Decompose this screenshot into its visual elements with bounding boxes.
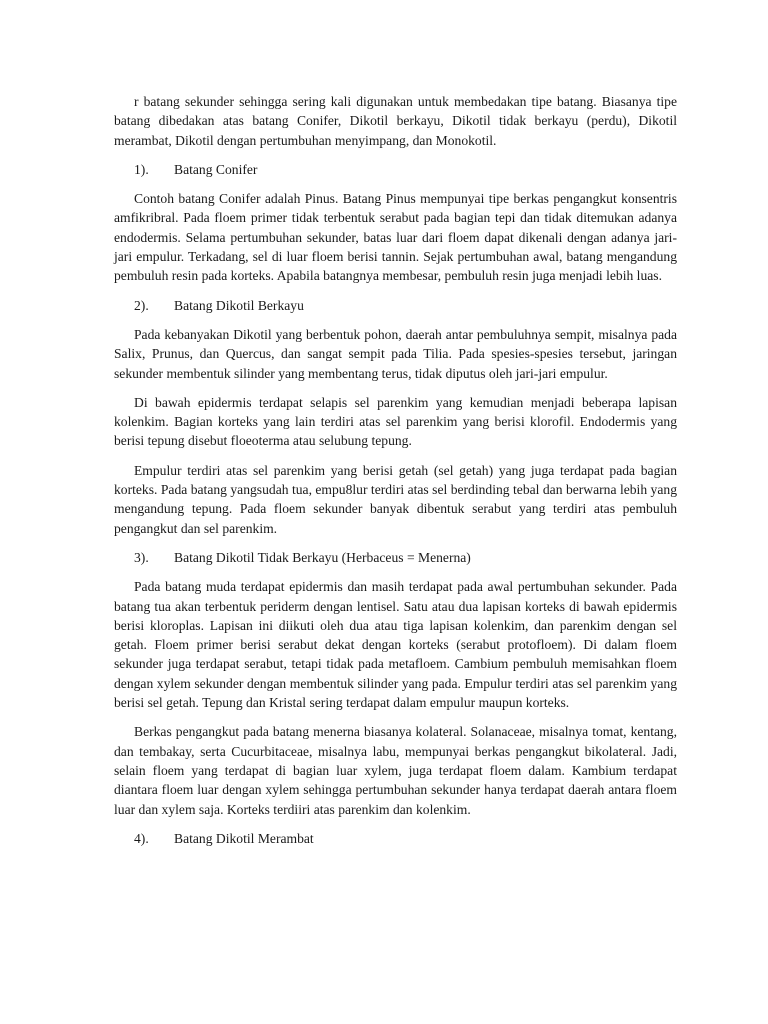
section-title: Batang Dikotil Berkayu [174, 297, 304, 313]
paragraph-dikotil-berkayu-1: Pada kebanyakan Dikotil yang berbentuk pohon, daerah antar pembuluhnya sempit, misalnya pada Salix, Prunus, dan Quercus, dan sangat sempit pada Tilia. Pada spesies-spesies tersebut, jaringan sekunder membentuk silinder yang membentang terus, tidak diputus oleh jari-jari empulur. [114, 326, 677, 381]
section-title: Batang Conifer [174, 161, 258, 177]
section-heading-dikotil-berkayu [114, 296, 677, 315]
section-heading-conifer [114, 160, 677, 179]
section-number: 2). [134, 297, 149, 313]
paragraph-dikotil-tidak-berkayu-2: Berkas pengangkut pada batang menerna biasanya kolateral. Solanaceae, misalnya tomat, kentang, dan tembakay, serta Cucurbitaceae, misalnya labu, mempunyai berkas pengangkut bikolateral. Jadi, selain floem yang terdapat di bagian luar xylem, juga terdapat floem dalam. Kambium terdapat diantara floem luar dengan xylem sehingga pertumbuhan sekunder hanya terdapat daerah antara floem luar dan xylem saja. Korteks terdiiri atas parenkim dan kolenkim. [114, 724, 677, 817]
section-number: 3). [134, 549, 149, 565]
section-heading-dikotil-merambat [114, 829, 677, 848]
paragraph-dikotil-tidak-berkayu-1: Pada batang muda terdapat epidermis dan masih terdapat pada awal pertumbuhan sekunder. Pada batang tua akan terbentuk periderm dengan lentisel. Satu atau dua lapisan korteks di bawah epidermis berisi kloroplas. Lapisan ini diikuti oleh dua atau tiga lapisan kolenkim, dan parenkim dengan sel getah. Floem primer berisi serabut dekat dengan korteks (serabut protofloem). Di dalam floem sekunder juga terdapat serabut, tetapi tidak pada metafloem. Cambium pembuluh memisahkan floem dengan xylem sekunder dengan membentuk silinder yang pada. Empulur terdiri atas sel parenkim yang berisi sel getah. Tepung dan Kristal sering terdapat dalam empulur maupun korteks. [114, 579, 677, 711]
paragraph-dikotil-berkayu-2: Di bawah epidermis terdapat selapis sel parenkim yang kemudian menjadi beberapa lapisan kolenkim. Bagian korteks yang lain terdiri atas sel parenkim yang berisi klorofil. Endodermis yang berisi tepung disebut floeoterma atau selubung tepung. [114, 394, 677, 449]
section-heading-dikotil-tidak-berkayu [114, 548, 677, 567]
paragraph-dikotil-berkayu-3: Empulur terdiri atas sel parenkim yang berisi getah (sel getah) yang juga terdapat pada bagian korteks. Pada batang yangsudah tua, empu8lur terdiri atas sel berdinding tebal dan berwarna lebih yang mengandung tepung. Pada floem sekunder banyak dibentuk serabut yang terdiri atas pembuluh pengangkut dan sel parenkim. [114, 462, 677, 536]
paragraph-conifer: Contoh batang Conifer adalah Pinus. Batang Pinus mempunyai tipe berkas pengangkut konsentris amfikribral. Pada floem primer tidak terbentuk serabut pada bagian tepi dan tidak ditemukan adanya endodermis. Selama pertumbuhan sekunder, batas luar dari floem dapat dikenali dengan adanya jari-jari empulur. Terkadang, sel di luar floem berisi tannin. Sejak pertumbuhan awal, batang mengandung pembuluh resin pada korteks. Apabila batangnya membesar, pembuluh resin juga menjadi lebih luas. [114, 191, 677, 284]
section-title: Batang Dikotil Tidak Berkayu (Herbaceus = Menerna) [174, 549, 471, 565]
paragraph-intro: r batang sekunder sehingga sering kali digunakan untuk membedakan tipe batang. Biasanya tipe batang dibedakan atas batang Conifer, Dikotil berkayu, Dikotil tidak berkayu (perdu), Dikotil merambat, Dikotil dengan pertumbuhan menyimpang, dan Monokotil. [114, 94, 677, 148]
section-number: 1). [134, 161, 149, 177]
document-page [114, 92, 677, 858]
section-title: Batang Dikotil Merambat [174, 830, 314, 846]
section-number: 4). [134, 830, 149, 846]
